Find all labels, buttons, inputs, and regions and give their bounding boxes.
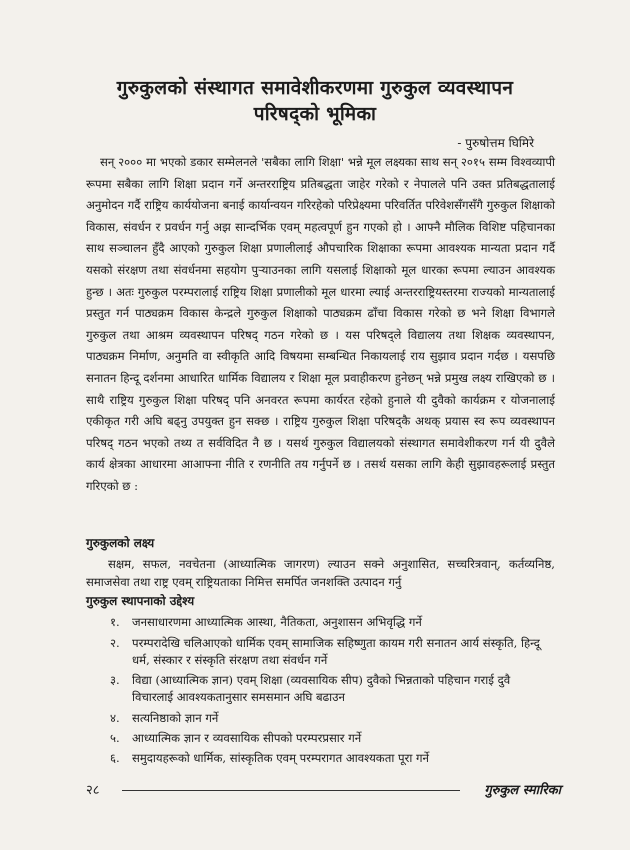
magazine-name: गुरुकुल स्मारिका [484, 783, 561, 798]
objective-text: आध्यात्मिक ज्ञान र व्यवसायिक सीपको परम्परप्रसार गर्ने [132, 731, 362, 745]
goal-heading: गुरुकुलको लक्ष्य [86, 536, 155, 550]
objective-number: १. [110, 615, 120, 629]
page-footer [86, 780, 561, 800]
objective-text: जनसाधारणमा आध्यात्मिक आस्था, नैतिकता, अनुशासन अभिवृद्धि गर्ने [132, 615, 422, 629]
goal-text: सक्षम, सफल, नवचेतना (आध्यात्मिक जागरण) ल्याउन सक्ने अनुशासित, सच्चरित्रवान्, कर्तव्यनिष्ठ, समाजसेवा तथा राष्ट्र एवम् राष्ट्रियताका निमित्त समर्पित जनशक्ति उत्पादन गर्नु [86, 557, 555, 589]
objective-number: ३. [110, 673, 120, 687]
objective-text: सत्यनिष्ठाको ज्ञान गर्ने [132, 711, 219, 725]
objective-text: समुदायहरूको धार्मिक, सांस्कृतिक एवम् परम्परागत आवश्यकता पूरा गर्ने [132, 751, 429, 765]
intro-paragraph [86, 152, 555, 498]
article-title-line-2: परिषद्को भूमिका [253, 103, 377, 125]
objective-text: परम्परादेखि चलिआएको धार्मिक एवम् सामाजिक सहिष्णुता कायम गरी सनातन आर्य संस्कृति, हिन्दू धर्म, संस्कार र संस्कृति संरक्षण तथा संवर्धन गर्ने [132, 636, 540, 667]
article-title-line-1: गुरुकुलको संस्थागत समावेशीकरणमा गुरुकुल व्यवस्थापन [116, 77, 514, 99]
objectives-heading: गुरुकुल स्थापनाको उद्देश्य [86, 594, 195, 608]
objective-number: ४. [110, 711, 120, 725]
author-name: - पुरुषोत्तम घिमिरे [457, 136, 534, 150]
intro-paragraph-text: सन् २००० मा भएको डकार सम्मेलनले 'सबैका लागि शिक्षा' भन्ने मूल लक्ष्यका साथ सन् २०१५ सम्म विश्वव्यापी रूपमा सबैका लागि शिक्षा प्रदान गर्ने अन्तरराष्ट्रिय प्रतिबद्धता जाहेर गरेको र नेपालले पनि उक्त प्रतिबद्धतालाई अनुमोदन गर्दै राष्ट्रिय कार्ययोजना बनाई कार्यान्वयन गरिरहेको परिप्रेक्ष्यमा परिवर्तित परिवेशसँगसँगै गुरुकुल शिक्षाको विकास, संवर्धन र प्रवर्धन गर्नु अझ सान्दर्भिक एवम् महत्वपूर्ण हुन गएको हो । आफ्नै मौलिक विशिष्ट पहिचानका साथ सञ्चालन हुँदै आएको गुरुकुल शिक्षा प्रणालीलाई औपचारिक शिक्षाका रूपमा आवश्यक मान्यता प्रदान गर्दै यसको संरक्षण तथा संवर्धनमा सहयोग पुऱ्याउनका लागि यसलाई शिक्षाको मूल धारका रूपमा ल्याउन आवश्यक हुन्छ । अतः गुरुकुल परम्परालाई राष्ट्रिय शिक्षा प्रणालीको मूल धारमा ल्याई अन्तरराष्ट्रियस्तरमा राज्यको मान्यतालाई प्रस्तुत गर्न पाठ्यक्रम विकास केन्द्रले गुरुकुल शिक्षाको पाठ्यक्रम ढाँचा विकास गरेको छ भने शिक्षा विभागले गुरुकुल तथा आश्रम व्यवस्थापन परिषद् गठन गरेको छ । यस परिषद्ले विद्यालय तथा शिक्षक व्यवस्थापन, पाठ्यक्रम निर्माण, अनुमति वा स्वीकृति आदि विषयमा सम्बन्धित निकायलाई राय सुझाव प्रदान गर्दछ । यसपछि सनातन हिन्दू दर्शनमा आधारित धार्मिक विद्यालय र शिक्षा मूल प्रवाहीकरण हुनेछन् भन्ने प्रमुख लक्ष्य राखिएको छ । साथै राष्ट्रिय गुरुकुल शिक्षा परिषद् पनि अनवरत रूपमा कार्यरत रहेको हुनाले यी दुवैको कार्यक्रम र योजनालाई एकीकृत गरी अघि बढ्नु उपयुक्त हुन सक्छ । राष्ट्रिय गुरुकुल शिक्षा परिषद्कै अथक् प्रयास स्व रूप व्यवस्थापन परिषद् गठन भएको तथ्य त सर्वविदित नै छ । यसर्थ गुरुकुल विद्यालयको संस्थागत समावेशीकरण गर्न यी दुवैले कार्य क्षेत्रका आधारमा आआफ्ना नीति र रणनीति तय गर्नुपर्ने छ । तसर्थ यसका लागि केही सुझावहरूलाई प्रस्तुत गरिएको छ : [86, 155, 555, 493]
page-number: २८ [86, 783, 100, 798]
objective-number: २. [110, 636, 120, 650]
objective-number: ५. [110, 731, 120, 745]
objective-text: विद्या (आध्यात्मिक ज्ञान) एवम् शिक्षा (व्यवसायिक सीप) दुवैको भिन्नताको पहिचान गराई दुवै विचारलाई आवश्यकतानुसार समसमान अघि बढाउन [132, 673, 511, 704]
objective-number: ६. [110, 751, 120, 765]
footer-divider [122, 790, 460, 791]
